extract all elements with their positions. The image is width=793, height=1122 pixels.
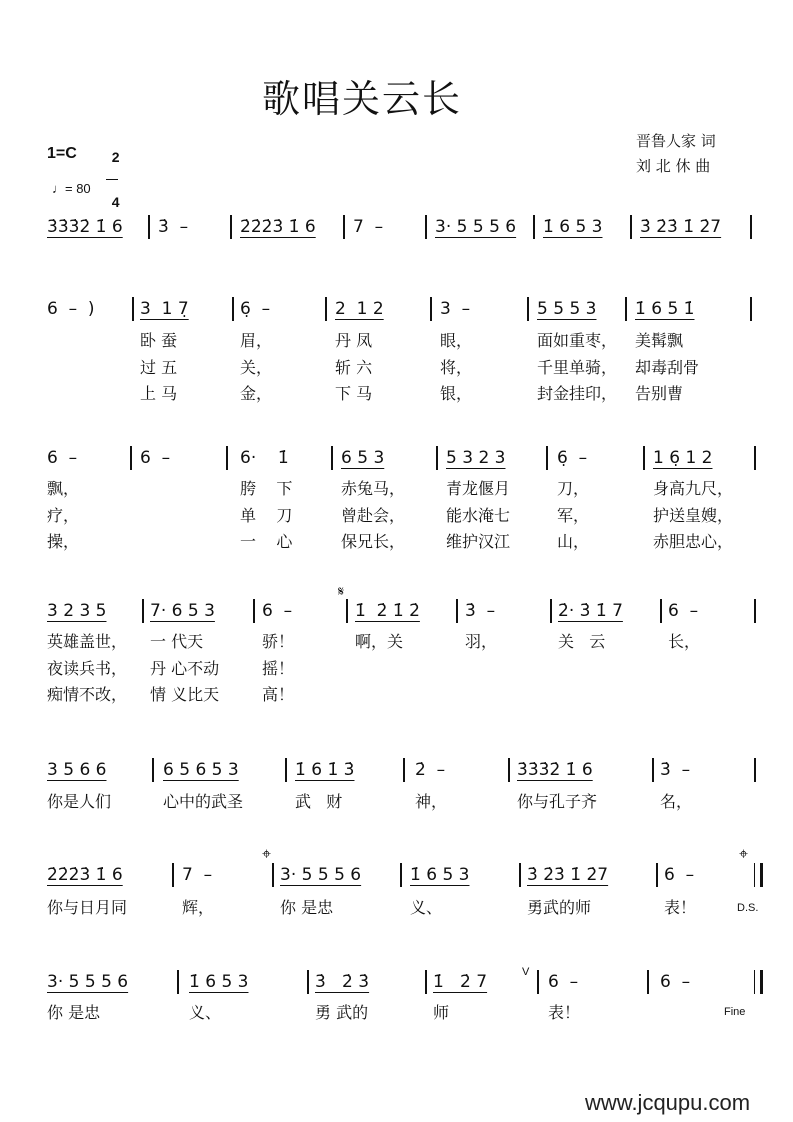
lyric-verse-3: 赤胆忠心， bbox=[653, 532, 734, 551]
lyric-verse-1: 辉， bbox=[182, 898, 215, 917]
barline bbox=[546, 446, 548, 470]
measure: 3 1 7̣ bbox=[140, 299, 189, 319]
key-signature: 1=C bbox=[47, 145, 77, 162]
lyric-verse-1: 你 是忠 bbox=[47, 1003, 101, 1022]
barline bbox=[403, 758, 405, 782]
lyric-verse-1: 赤兔马， bbox=[341, 479, 406, 498]
lyric-verse-1: 飘， bbox=[47, 479, 80, 498]
measure: 3· 5 5 5 6 bbox=[280, 865, 362, 885]
measure: 7 – bbox=[353, 217, 384, 237]
measure: 3 – bbox=[440, 299, 471, 319]
lyric-verse-2: 疗， bbox=[47, 505, 80, 525]
measure: 3 5 6 6 bbox=[47, 760, 107, 780]
measure: 6 – ) bbox=[47, 299, 95, 319]
barline bbox=[142, 599, 144, 623]
measure: 1̇ 6 1̇ 3̇ bbox=[295, 760, 355, 780]
lyric-verse-2: 将， bbox=[440, 357, 473, 377]
barline bbox=[172, 863, 174, 887]
lyric-verse-2: 丹 心不动 bbox=[150, 658, 220, 678]
measure: 7· 6 5 3 bbox=[150, 601, 215, 621]
lyric-verse-1: 英雄盖世， bbox=[47, 632, 128, 651]
lyric-verse-3: 维护汉江 bbox=[446, 532, 511, 551]
lyric-verse-3: 金， bbox=[240, 384, 273, 403]
lyric-verse-1: 丹 凤 bbox=[335, 331, 373, 350]
lyric-verse-1: 心中的武圣 bbox=[163, 792, 244, 811]
lyric-verse-2: 摇！ bbox=[262, 658, 295, 678]
ds-marking: D.S. bbox=[737, 902, 759, 914]
barline bbox=[630, 215, 632, 239]
lyric-verse-3: 封金挂印， bbox=[537, 384, 618, 403]
barline bbox=[177, 970, 179, 994]
measure: 2 1 2 bbox=[335, 299, 384, 319]
lyric-verse-1: 胯 下 bbox=[240, 479, 293, 498]
lyric-verse-1: 一 代天 bbox=[150, 632, 204, 651]
barline bbox=[232, 297, 234, 321]
lyric-verse-1: 卧 蚕 bbox=[140, 331, 178, 350]
barline bbox=[754, 599, 756, 623]
measure: 7 – bbox=[182, 865, 213, 885]
lyric-verse-1: 师 bbox=[433, 1003, 450, 1022]
lyric-verse-2: 军， bbox=[557, 505, 590, 525]
coda-icon: ⌖ bbox=[739, 846, 749, 863]
barline bbox=[430, 297, 432, 321]
barline bbox=[754, 446, 756, 470]
lyric-verse-1: 武 财 bbox=[295, 792, 343, 811]
composer-credit: 刘 北 休 曲 bbox=[636, 157, 711, 175]
lyric-verse-2: 斩 六 bbox=[335, 357, 373, 377]
barline bbox=[400, 863, 402, 887]
measure: 5 5 5 3 bbox=[537, 299, 597, 319]
lyric-verse-1: 你与孔子齐 bbox=[517, 792, 598, 811]
measure: 1̇ 6 5 3 bbox=[543, 217, 603, 237]
measure: 6 – bbox=[47, 448, 78, 468]
measure: 3̇3̇3̇2̇ 1̇ 6 bbox=[47, 217, 123, 237]
lyric-verse-1: 名， bbox=[660, 792, 693, 811]
measure: 3̇ – bbox=[660, 760, 691, 780]
measure: 6 5 6 5 3 bbox=[163, 760, 239, 780]
measure: 3 2 3 5 bbox=[47, 601, 107, 621]
barline bbox=[343, 215, 345, 239]
lyric-verse-1: 表！ bbox=[548, 1003, 581, 1022]
lyric-verse-3: 告别曹 bbox=[635, 384, 684, 403]
barline bbox=[527, 297, 529, 321]
lyric-verse-3: 痴情不改， bbox=[47, 685, 128, 704]
lyric-verse-1: 眉， bbox=[240, 331, 273, 350]
lyric-verse-1: 青龙偃月 bbox=[446, 479, 511, 498]
final-barline bbox=[754, 863, 763, 887]
measure: 6 – bbox=[140, 448, 171, 468]
time-signature bbox=[104, 136, 120, 209]
lyric-verse-1: 美髯飘 bbox=[635, 331, 684, 350]
lyric-verse-3: 上 马 bbox=[140, 384, 178, 403]
measure: 3· 5 5 5 6 bbox=[47, 972, 129, 992]
lyric-verse-3: 高！ bbox=[262, 685, 295, 704]
barline bbox=[750, 215, 752, 239]
lyric-verse-1: 神， bbox=[415, 792, 448, 811]
lyric-verse-2: 夜读兵书， bbox=[47, 658, 128, 678]
measure: 1̇ 2̇ 1̇ 2̇ bbox=[355, 601, 420, 621]
lyric-verse-2: 过 五 bbox=[140, 357, 178, 377]
coda-icon: ⌖ bbox=[262, 846, 272, 863]
time-signature-divider bbox=[106, 179, 118, 180]
lyric-verse-3: 山， bbox=[557, 532, 590, 551]
barline bbox=[132, 297, 134, 321]
barline bbox=[325, 297, 327, 321]
final-barline bbox=[754, 970, 763, 994]
lyric-verse-1: 你是人们 bbox=[47, 792, 112, 811]
lyric-verse-1: 啊，关 bbox=[355, 632, 404, 651]
barline bbox=[647, 970, 649, 994]
barline bbox=[152, 758, 154, 782]
barline bbox=[425, 970, 427, 994]
lyric-verse-1: 骄！ bbox=[262, 632, 295, 651]
lyric-verse-1: 勇武的师 bbox=[527, 898, 592, 917]
lyric-verse-1: 羽， bbox=[465, 632, 498, 651]
barline bbox=[537, 970, 539, 994]
lyric-verse-2: 曾赴会， bbox=[341, 505, 406, 525]
breath-mark: V bbox=[522, 966, 530, 978]
barline bbox=[656, 863, 658, 887]
measure: 2̇ – bbox=[415, 760, 446, 780]
lyric-verse-1: 义、 bbox=[189, 1003, 222, 1022]
measure: 2̇2̇2̇3̇ 1̇ 6 bbox=[240, 217, 316, 237]
barline bbox=[660, 599, 662, 623]
barline bbox=[643, 446, 645, 470]
measure: 6 – bbox=[548, 972, 579, 992]
barline bbox=[550, 599, 552, 623]
barline bbox=[226, 446, 228, 470]
measure: 3· 5 5 5 6 bbox=[435, 217, 517, 237]
lyric-verse-1: 表！ bbox=[664, 898, 697, 917]
lyric-verse-2: 千里单骑， bbox=[537, 357, 618, 377]
lyric-verse-2: 护送皇嫂， bbox=[653, 505, 734, 525]
lyric-verse-1: 刀， bbox=[557, 479, 590, 498]
lyric-verse-2: 能水淹七 bbox=[446, 505, 511, 525]
lyric-verse-1: 眼， bbox=[440, 331, 473, 350]
lyric-verse-1: 你与日月同 bbox=[47, 898, 128, 917]
segno-icon: 𝄋 bbox=[338, 583, 345, 599]
measure: 3̇ – bbox=[158, 217, 189, 237]
lyric-verse-3: 银， bbox=[440, 384, 473, 403]
measure: 6· 1̇ bbox=[240, 448, 289, 468]
measure: 6 – bbox=[262, 601, 293, 621]
measure: 6 5 3 bbox=[341, 448, 385, 468]
barline bbox=[148, 215, 150, 239]
lyric-verse-3: 情 义比天 bbox=[150, 685, 220, 704]
measure: 3̇ 2̇3̇ 1̇ 2̇7 bbox=[527, 865, 609, 885]
measure: 5 3 2 3 bbox=[446, 448, 506, 468]
tempo-marking: ♩= 80 bbox=[52, 181, 91, 196]
lyric-verse-1: 关 云 bbox=[558, 632, 606, 651]
measure: 3̇3̇3̇2̇ 1̇ 6 bbox=[517, 760, 593, 780]
measure: 1̇ 6 5 3 bbox=[189, 972, 249, 992]
measure: 6 – bbox=[664, 865, 695, 885]
time-signature-bottom: 4 bbox=[111, 194, 120, 210]
barline bbox=[750, 297, 752, 321]
measure: 3̇ 2̇ 3̇ bbox=[315, 972, 370, 992]
lyric-verse-2: 单 刀 bbox=[240, 505, 293, 525]
barline bbox=[272, 863, 274, 887]
measure: 6 – bbox=[668, 601, 699, 621]
lyric-verse-1: 义、 bbox=[410, 898, 443, 917]
barline bbox=[519, 863, 521, 887]
barline bbox=[230, 215, 232, 239]
time-signature-top: 2 bbox=[111, 149, 120, 165]
lyric-verse-1: 面如重枣， bbox=[537, 331, 618, 350]
barline bbox=[508, 758, 510, 782]
measure: 2̇· 3̇ 1̇ 7 bbox=[558, 601, 623, 621]
barline bbox=[456, 599, 458, 623]
lyric-verse-3: 保兄长， bbox=[341, 532, 406, 551]
barline bbox=[130, 446, 132, 470]
watermark: www.jcqupu.com bbox=[585, 1090, 751, 1115]
barline bbox=[253, 599, 255, 623]
measure: 3̇ 2̇3̇ 1̇ 2̇7 bbox=[640, 217, 722, 237]
measure: 2̇2̇2̇3̇ 1̇ 6 bbox=[47, 865, 123, 885]
barline bbox=[307, 970, 309, 994]
lyricist-credit: 晋鲁人家 词 bbox=[636, 132, 716, 150]
barline bbox=[625, 297, 627, 321]
lyric-verse-3: 一 心 bbox=[240, 532, 293, 551]
measure: 1̇ 2̇ 7 bbox=[433, 972, 488, 992]
measure: 3̇ – bbox=[465, 601, 496, 621]
measure: 1̇ 6 5 1̇ bbox=[635, 299, 695, 319]
barline bbox=[331, 446, 333, 470]
lyric-verse-3: 下 马 bbox=[335, 384, 373, 403]
measure: 6̣ – bbox=[557, 448, 588, 468]
barline bbox=[436, 446, 438, 470]
lyric-verse-1: 长， bbox=[668, 632, 701, 651]
lyric-verse-1: 你 是忠 bbox=[280, 898, 334, 917]
measure: 1 6̣ 1 2 bbox=[653, 448, 713, 468]
fine-marking: Fine bbox=[724, 1006, 746, 1018]
barline bbox=[652, 758, 654, 782]
barline bbox=[285, 758, 287, 782]
barline bbox=[346, 599, 348, 623]
lyric-verse-3: 操， bbox=[47, 532, 80, 551]
barline bbox=[533, 215, 535, 239]
barline bbox=[754, 758, 756, 782]
song-title: 歌唱关云长 bbox=[262, 77, 463, 121]
lyric-verse-1: 勇 武的 bbox=[315, 1003, 369, 1022]
measure: 6 – bbox=[660, 972, 691, 992]
lyric-verse-2: 却毒刮骨 bbox=[635, 357, 700, 377]
lyric-verse-2: 关， bbox=[240, 357, 273, 377]
measure: 1̇ 6 5 3 bbox=[410, 865, 470, 885]
barline bbox=[425, 215, 427, 239]
measure: 6̣ – bbox=[240, 299, 271, 319]
lyric-verse-1: 身高九尺， bbox=[653, 479, 734, 498]
